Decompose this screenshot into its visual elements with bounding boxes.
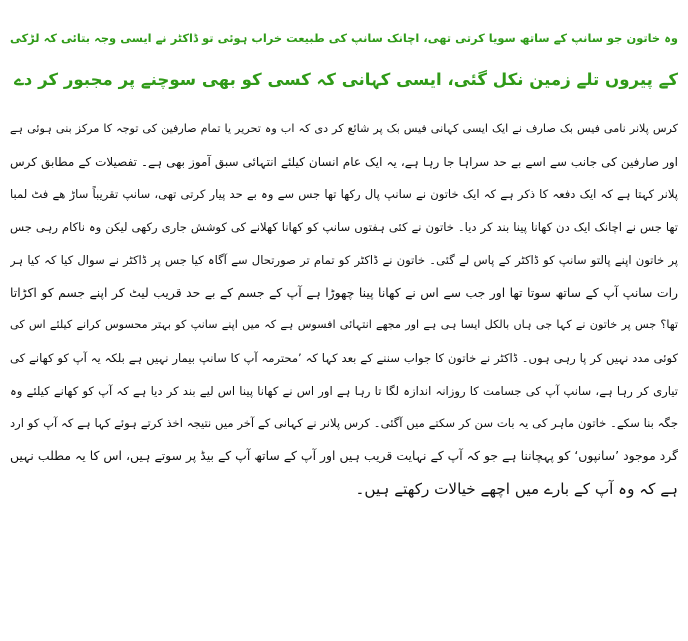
article-headline (10, 18, 678, 100)
body-line-5: پر خاتون اپنے پالتو سانپ کو ڈاکٹر کے پاس لے گئی۔ خاتون نے ڈاکٹر کو تمام تر صورتحال سے آگاہ کیا جس پر ڈاکٹر نے سوال کیا کہ کیا ہر (10, 252, 678, 267)
body-line-9: تیاری کر رہا ہے، سانپ آپ کی جسامت کا روزانہ اندازہ لگا تا رہا ہے اور اس نے کھانا پینا اس لیے بند کر دیا ہے کہ آپ کو کھانے کیلئے وہ (10, 383, 678, 398)
body-line-4: تھا جس نے اچانک ایک دن کھانا پینا بند کر دیا۔ خاتون نے کئی ہفتوں سانپ کو کھانا کھلانے کی کوشش جاری رکھی لیکن وہ ناکام رہی جس (10, 220, 678, 235)
article-body (10, 113, 678, 505)
body-line-1: کرس پلانر نامی فیس بک صارف نے ایک ایسی کہانی فیس بک پر شائع کر دی کہ اب وہ تحریر یا تمام صارفین کی توجہ کا مرکز بنی ہوئی ہے (10, 122, 678, 135)
body-line-6: رات سانپ آپ کے ساتھ سوتا تھا اور جب سے اس نے کھانا پینا چھوڑا ہے آپ کے جسم کے بے حد قریب لیٹ کر اپنے جسم کو اکڑاتا (10, 284, 678, 300)
body-line-11: گرد موجود ’سانپوں‘ کو پہچاننا ہے جو کہ آپ کے نہایت قریب ہیں اور آپ کے ساتھ آپ کے بیڈ پر سوتے ہیں، اس کا یہ مطلب نہیں (10, 448, 678, 464)
headline-line-2: کے پیروں تلے زمین نکل گئی، ایسی کہانی کہ کسی کو بھی سوچنے پر مجبور کر دے (14, 70, 678, 89)
body-line-8: کوئی مدد نہیں کر پا رہی ہوں۔ ڈاکٹر نے خاتون کا جواب سننے کے بعد کہا کہ ’محترمہ آپ کا سانپ بیمار نہیں ہے بلکہ یہ آپ کو کھانے کی (10, 350, 678, 365)
body-line-2: اور صارفین کی جانب سے اسے بے حد سراہا جا رہا ہے، یہ ایک عام انسان کیلئے انتہائی سبق آموز بھی ہے۔ تفصیلات کے مطابق کرس (10, 154, 678, 169)
body-line-7: تھا؟ جس پر خاتون نے کہا جی ہاں بالکل ایسا ہی ہے اور مجھے انتہائی افسوس ہے کہ میں اپنے سانپ کو بہتر محسوس کرانے کیلئے اس کی (10, 318, 678, 332)
headline-line-1: وہ خاتون جو سانپ کے ساتھ سویا کرتی تھی، اچانک سانپ کی طبیعت خراب ہوئی تو ڈاکٹر نے ایسی وجہ بتائی کہ لڑکی (10, 31, 678, 45)
body-line-10: جگہ بنا سکے۔ خاتون ماہر کی یہ بات سن کر سکتے میں آگئی۔ کرس پلانر نے کہانی کے آخر میں نتیجہ اخذ کرتے ہوئے کہا ہے کہ آپ کو ارد (10, 416, 678, 431)
body-line-3: پلانر کہتا ہے کہ ایک دفعہ کا ذکر ہے کہ ایک خاتون نے سانپ پال رکھا تھا جس سے وہ بے حد پیار کرتی تھی، سانپ تقریباً ساڑ ھے فٹ لمبا (10, 187, 678, 202)
body-line-12: ہے کہ وہ آپ کے بارے میں اچھے خیالات رکھتے ہیں۔ (355, 479, 678, 498)
